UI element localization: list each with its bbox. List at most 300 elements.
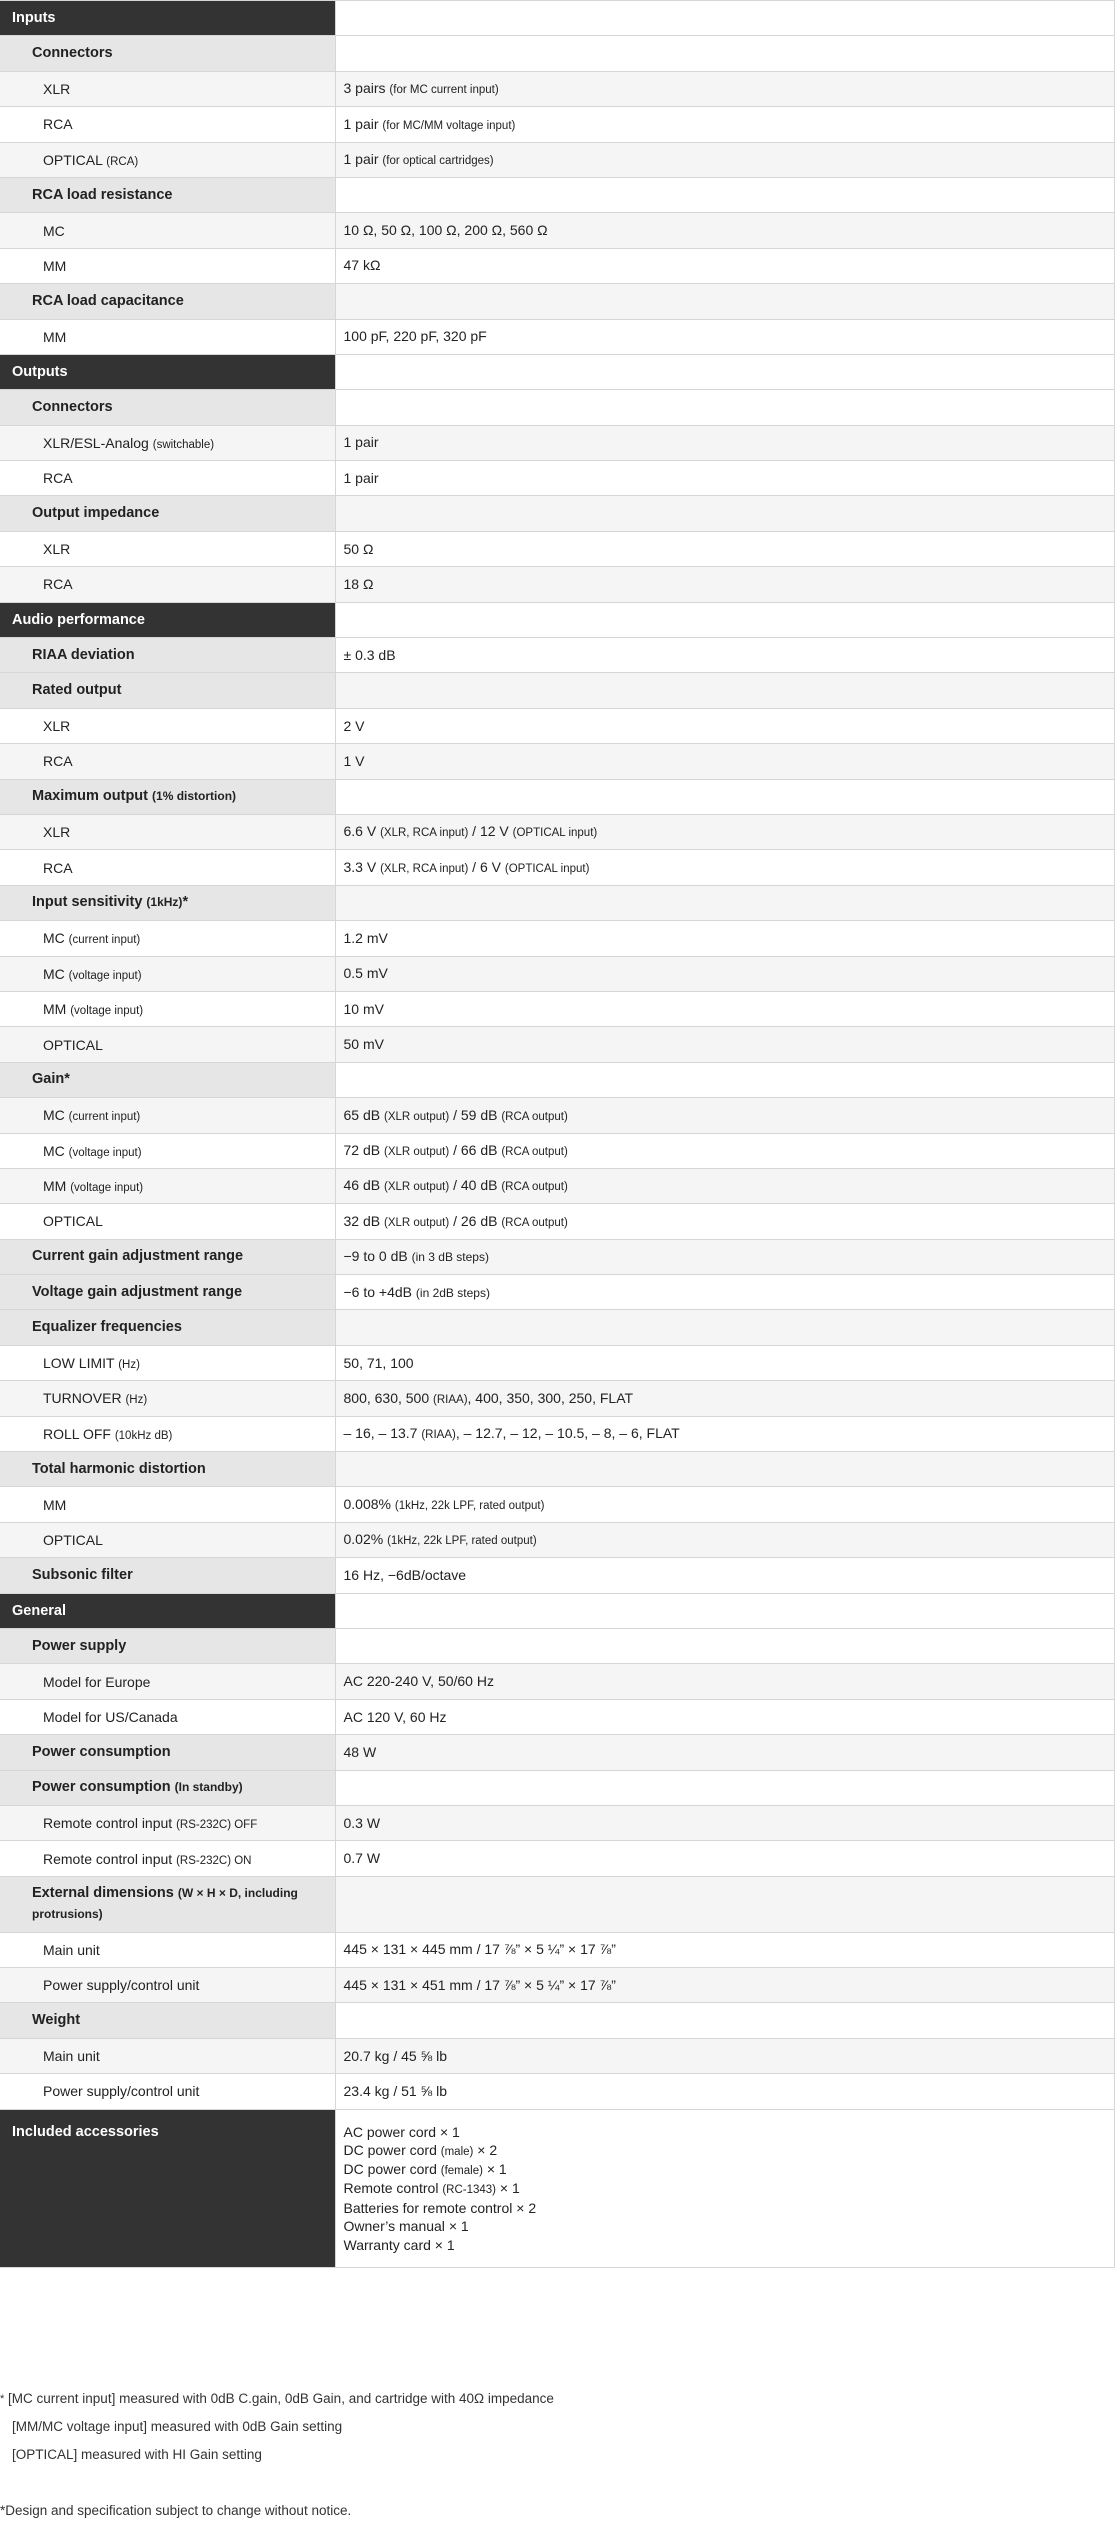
spec-label-cell (0, 1239, 335, 1274)
spec-label-cell (0, 107, 335, 142)
spec-item-row-model-for-us-canada (0, 1699, 1114, 1734)
spec-label: General (12, 1602, 66, 1619)
spec-value-cell (335, 744, 1114, 779)
spec-item-row-optical (0, 1027, 1114, 1062)
spec-label-cell (0, 1876, 335, 1932)
spec-label: MC (43, 1142, 65, 1159)
spec-value: 100 pF, 220 pF, 320 pF (343, 328, 487, 345)
spec-value-cell (335, 284, 1114, 319)
spec-label: Power consumption (32, 1743, 171, 1760)
spec-label-cell (0, 425, 335, 460)
spec-label: OPTICAL (43, 1036, 103, 1053)
spec-value-note: (XLR output) (383, 1216, 450, 1229)
spec-value: 50 mV (343, 1036, 384, 1053)
spec-label-cell (0, 638, 335, 673)
spec-label: RCA (43, 859, 73, 876)
spec-item-row-roll-off (0, 1416, 1114, 1451)
spec-label-suffix: * (182, 894, 189, 911)
spec-label-note: (1% distortion) (152, 789, 237, 804)
spec-value: 3 pairs (343, 80, 386, 97)
accessory-name: Remote control (343, 2180, 439, 2197)
spec-item-row-mc (0, 1098, 1114, 1133)
spec-label: Main unit (43, 2048, 100, 2065)
spec-label: RIAA deviation (32, 646, 135, 663)
spec-label: OPTICAL (43, 1531, 103, 1548)
spec-label: MC (43, 222, 65, 239)
spec-value-cell (335, 1841, 1114, 1876)
spec-group-row-power-supply (0, 1628, 1114, 1663)
spec-value: 2 V (343, 717, 365, 734)
spec-value-cell (335, 496, 1114, 531)
spec-value: 50 Ω (343, 540, 374, 557)
spec-value-note: (1kHz, 22k LPF, rated output) (387, 1535, 537, 1548)
spec-value-cell (335, 567, 1114, 602)
spec-value-cell (335, 248, 1114, 283)
spec-group-row-gain (0, 1062, 1114, 1097)
spec-value-cell (335, 213, 1114, 248)
spec-item-row-rca (0, 744, 1114, 779)
spec-label-cell (0, 461, 335, 496)
spec-item-row-remote-control-input (0, 1841, 1114, 1876)
spec-label-cell (0, 1062, 335, 1097)
spec-value: 0.3 W (343, 1814, 381, 1831)
accessory-quantity: × 1 (434, 2236, 455, 2253)
spec-label: MM (43, 1001, 67, 1018)
accessory-name: Warranty card (343, 2236, 431, 2253)
spec-label-cell (0, 1452, 335, 1487)
spec-value-note: (XLR, RCA input) (380, 862, 469, 875)
spec-value-note: (XLR output) (383, 1145, 450, 1158)
spec-group-row-weight (0, 2003, 1114, 2038)
spec-value-secondary-note: (RCA output) (501, 1181, 568, 1194)
spec-value-cell (335, 1416, 1114, 1451)
spec-label-cell (0, 1770, 335, 1805)
spec-label: XLR/ESL-Analog (43, 434, 149, 451)
spec-label-cell (0, 2074, 335, 2109)
spec-value: AC 220-240 V, 50/60 Hz (343, 1673, 494, 1690)
spec-value-cell (335, 1345, 1114, 1380)
accessory-quantity: × 2 (516, 2199, 537, 2216)
spec-item-row-rca (0, 461, 1114, 496)
footnote-mm-mc-voltage: [MM/MC voltage input] measured with 0dB Gain setting (12, 2419, 343, 2434)
spec-value: 23.4 kg / 51 ⅝ lb (343, 2083, 448, 2100)
spec-value: AC 120 V, 60 Hz (343, 1708, 447, 1725)
spec-group-row-external-dimensions (0, 1876, 1114, 1932)
spec-value-note: (XLR output) (383, 1110, 450, 1123)
spec-value-note: (in 2dB steps) (415, 1285, 490, 1300)
spec-label: RCA (43, 576, 73, 593)
spec-label-note: (RS-232C) ON (176, 1854, 252, 1867)
spec-value-cell (335, 36, 1114, 71)
spec-value-secondary: / 59 dB (449, 1106, 498, 1123)
spec-value: 6.6 V (343, 823, 377, 840)
spec-label: Inputs (12, 10, 56, 27)
spec-group-row-equalizer-frequencies (0, 1310, 1114, 1345)
spec-value-secondary-note: (OPTICAL input) (504, 862, 590, 875)
spec-group-row-rca-load-capacitance (0, 284, 1114, 319)
spec-label: MM (43, 257, 67, 274)
spec-item-row-mm (0, 319, 1114, 354)
spec-value-cell (335, 107, 1114, 142)
spec-label-cell (0, 2038, 335, 2073)
spec-label: Current gain adjustment range (32, 1248, 244, 1265)
spec-value: 445 × 131 × 451 mm / 17 ⅞” × 5 ¼” × 17 ⅞” (343, 1976, 616, 1993)
accessory-name: Batteries for remote control (343, 2199, 513, 2216)
spec-item-row-xlr-esl-analog (0, 425, 1114, 460)
spec-value-cell (335, 1098, 1114, 1133)
spec-label-cell (0, 1932, 335, 1967)
spec-value-cell (335, 1168, 1114, 1203)
spec-value-cell (335, 1310, 1114, 1345)
spec-label-cell (0, 1805, 335, 1840)
spec-label-cell (0, 1275, 335, 1310)
spec-item-row-xlr (0, 531, 1114, 566)
accessory-item (344, 2199, 1114, 2217)
spec-label: Audio performance (12, 611, 145, 628)
spec-label-note: (voltage input) (68, 1146, 142, 1159)
spec-label-cell (0, 567, 335, 602)
spec-value-cell (335, 991, 1114, 1026)
spec-label-cell (0, 1487, 335, 1522)
spec-item-row-mc (0, 921, 1114, 956)
spec-value-cell (335, 1487, 1114, 1522)
spec-value: 20.7 kg / 45 ⅝ lb (343, 2047, 448, 2064)
spec-label: Rated output (32, 682, 122, 699)
spec-label-cell (0, 1345, 335, 1380)
spec-value-secondary-note: (OPTICAL input) (512, 827, 598, 840)
spec-label: XLR (43, 824, 71, 841)
spec-value-cell (335, 461, 1114, 496)
spec-label: Input sensitivity (32, 894, 143, 911)
accessory-quantity: × 1 (448, 2218, 469, 2235)
spec-value: 18 Ω (343, 576, 374, 592)
spec-label-cell (0, 390, 335, 425)
spec-item-row-optical (0, 1204, 1114, 1239)
spec-value: 0.7 W (343, 1850, 381, 1867)
accessory-item (344, 2217, 1114, 2235)
spec-label-cell (0, 1098, 335, 1133)
spec-item-row-mc (0, 213, 1114, 248)
spec-label: Power supply (32, 1637, 127, 1654)
spec-value-cell (335, 1593, 1114, 1628)
spec-label: MM (43, 328, 67, 345)
spec-value: 32 dB (343, 1212, 381, 1229)
accessory-quantity: × 2 (477, 2142, 498, 2159)
spec-label-note: (1kHz) (146, 895, 183, 910)
spec-label-cell (0, 850, 335, 885)
spec-value: – 16, – 13.7 (343, 1425, 418, 1442)
spec-value-cell (335, 1735, 1114, 1770)
spec-value: 1 pair (343, 115, 379, 132)
spec-label-cell (0, 1735, 335, 1770)
spec-value-cell (335, 1062, 1114, 1097)
spec-item-row-mm (0, 991, 1114, 1026)
spec-value: 10 Ω, 50 Ω, 100 Ω, 200 Ω, 560 Ω (343, 222, 548, 239)
spec-label-cell (0, 885, 335, 920)
spec-label: Equalizer frequencies (32, 1319, 182, 1336)
spec-value-secondary: / 40 dB (449, 1177, 498, 1194)
spec-value-note: (in 3 dB steps) (411, 1250, 489, 1265)
spec-value: 800, 630, 500 (343, 1389, 430, 1406)
accessory-name: DC power cord (343, 2161, 437, 2178)
footnote-mc-current (0, 2385, 1100, 2413)
spec-label: RCA load resistance (32, 186, 173, 203)
spec-label: RCA (43, 470, 73, 487)
spec-value: 65 dB (343, 1106, 381, 1123)
spec-label-note: (RS-232C) OFF (176, 1819, 258, 1832)
spec-label-cell (0, 319, 335, 354)
accessory-item (344, 2141, 1114, 2160)
spec-value-cell (335, 531, 1114, 566)
spec-label-cell (0, 142, 335, 177)
section-header-audio-performance (0, 602, 1114, 637)
spec-value-cell (335, 602, 1114, 637)
spec-value-secondary: / 6 V (468, 858, 501, 875)
spec-label: TURNOVER (43, 1390, 122, 1407)
spec-label-note: (current input) (68, 1111, 141, 1124)
spec-value-cell (335, 142, 1114, 177)
spec-value-cell (335, 1628, 1114, 1663)
footnote-line-1: [MC current input] measured with 0dB C.gain, 0dB Gain, and cartridge with 40Ω impedance (4, 2391, 554, 2406)
spec-label-cell (0, 1204, 335, 1239)
spec-label: Voltage gain adjustment range (32, 1283, 243, 1300)
spec-item-row-remote-control-input (0, 1805, 1114, 1840)
spec-item-row-mm (0, 1168, 1114, 1203)
spec-label-cell (0, 1027, 335, 1062)
spec-label: XLR (43, 541, 71, 558)
spec-value-cell (335, 885, 1114, 920)
spec-value: 1.2 mV (343, 929, 388, 946)
spec-value-cell (335, 319, 1114, 354)
spec-value-cell (335, 1239, 1114, 1274)
spec-value: 0.02% (343, 1531, 384, 1548)
spec-value: −9 to 0 dB (343, 1248, 408, 1265)
spec-label-cell (0, 1, 335, 36)
accessory-quantity: × 1 (499, 2180, 520, 2197)
spec-label: Remote control input (43, 1815, 173, 1832)
disclaimer-text: *Design and specification subject to change without notice. (0, 2503, 352, 2518)
spec-value-secondary: , – 12.7, – 12, – 10.5, – 8, – 6, FLAT (455, 1425, 680, 1442)
spec-value-secondary: / 66 dB (449, 1141, 498, 1158)
footnote-optical: [OPTICAL] measured with HI Gain setting (12, 2447, 262, 2462)
spec-value-cell (335, 1876, 1114, 1932)
spec-value-note: (1kHz, 22k LPF, rated output) (394, 1499, 545, 1512)
spec-group-row-rca-load-resistance (0, 177, 1114, 212)
spec-item-row-mc (0, 956, 1114, 991)
spec-label-cell (0, 1841, 335, 1876)
spec-value-cell (335, 673, 1114, 708)
spec-item-row-mm (0, 1487, 1114, 1522)
spec-group-row-riaa-deviation (0, 638, 1114, 673)
spec-label-note: (Hz) (125, 1394, 148, 1407)
accessory-note: (female) (440, 2165, 483, 2178)
spec-label: Output impedance (32, 505, 160, 522)
spec-label-cell (0, 1416, 335, 1451)
accessory-name: AC power cord (343, 2123, 437, 2140)
spec-value-cell (335, 1805, 1114, 1840)
accessory-item (344, 2236, 1114, 2254)
spec-value-note: (XLR output) (383, 1181, 450, 1194)
spec-label-cell (0, 213, 335, 248)
spec-label: Model for US/Canada (43, 1708, 178, 1725)
spec-label: RCA load capacitance (32, 292, 184, 309)
spec-label: Model for Europe (43, 1673, 151, 1690)
spec-value-secondary: / 26 dB (449, 1212, 498, 1229)
spec-value-cell (335, 1968, 1114, 2003)
spec-label: MC (43, 1107, 65, 1124)
spec-item-row-xlr (0, 71, 1114, 106)
spec-value: 1 pair (343, 469, 379, 486)
spec-label: Power consumption (32, 1779, 171, 1796)
spec-label: External dimensions (32, 1885, 174, 1902)
spec-value-note: (for MC current input) (389, 84, 499, 97)
spec-item-row-turnover (0, 1381, 1114, 1416)
spec-label: Main unit (43, 1941, 100, 1958)
spec-item-row-low-limit (0, 1345, 1114, 1380)
spec-value: 16 Hz, −6dB/octave (343, 1566, 467, 1583)
spec-group-row-power-consumption (0, 1735, 1114, 1770)
spec-label: MM (43, 1496, 67, 1513)
spec-label: Power supply/control unit (43, 1977, 200, 1994)
spec-label-cell (0, 177, 335, 212)
spec-label: Weight (32, 2012, 81, 2029)
spec-group-row-connectors (0, 390, 1114, 425)
accessory-quantity: × 1 (439, 2123, 460, 2140)
spec-value: 48 W (343, 1743, 377, 1760)
spec-label: MM (43, 1178, 67, 1195)
spec-value-note: (for MC/MM voltage input) (382, 119, 516, 132)
spec-value-cell (335, 2038, 1114, 2073)
spec-value: 1 V (343, 752, 365, 769)
spec-label-cell (0, 779, 335, 814)
spec-label-note: (In standby) (174, 1780, 243, 1795)
spec-value-cell (335, 921, 1114, 956)
spec-label-cell (0, 744, 335, 779)
section-header-general (0, 1593, 1114, 1628)
spec-label-cell (0, 71, 335, 106)
spec-group-row-rated-output (0, 673, 1114, 708)
spec-label-note: (Hz) (118, 1359, 140, 1372)
spec-label-cell (0, 354, 335, 389)
spec-value: 46 dB (343, 1177, 381, 1194)
spec-value-cell (335, 71, 1114, 106)
spec-value-cell (335, 814, 1114, 849)
spec-value-note: (for optical cartridges) (382, 155, 494, 167)
spec-value-cell (335, 1133, 1114, 1168)
spec-value-cell (335, 1381, 1114, 1416)
spec-label-cell (0, 1699, 335, 1734)
accessory-quantity: × 1 (486, 2161, 507, 2178)
spec-value-cell (335, 354, 1114, 389)
spec-item-row-xlr (0, 708, 1114, 743)
footnote-asterisk: * (0, 2393, 5, 2405)
section-header-included-accessories (0, 2109, 1114, 2267)
spec-label: MC (43, 965, 65, 982)
spec-value-cell (335, 177, 1114, 212)
spec-value-cell (335, 779, 1114, 814)
spec-value-note: (RIAA) (421, 1429, 456, 1442)
spec-value-cell (335, 1027, 1114, 1062)
spec-label-cell (0, 1381, 335, 1416)
spec-group-row-voltage-gain-adjustment-range (0, 1275, 1114, 1310)
spec-label-cell (0, 248, 335, 283)
spec-value-secondary-note: (RCA output) (501, 1216, 568, 1229)
spec-item-row-mm (0, 248, 1114, 283)
spec-label-cell (0, 814, 335, 849)
accessory-item (344, 2160, 1114, 2179)
spec-value: 1 pair (343, 434, 379, 451)
spec-label: Total harmonic distortion (32, 1460, 206, 1477)
spec-group-row-current-gain-adjustment-range (0, 1239, 1114, 1274)
spec-label: Subsonic filter (32, 1566, 133, 1583)
spec-label-cell (0, 1522, 335, 1557)
spec-label: Connectors (32, 45, 113, 62)
spec-label-note: (voltage input) (70, 1182, 144, 1195)
spec-label-note: (RCA) (106, 155, 139, 168)
spec-value-note: (XLR, RCA input) (380, 827, 469, 840)
spec-label: Power supply/control unit (43, 2083, 200, 2100)
spec-value-cell (335, 425, 1114, 460)
spec-group-row-subsonic-filter (0, 1558, 1114, 1593)
accessories-label-cell (0, 2109, 335, 2267)
spec-group-row-maximum-output (0, 779, 1114, 814)
spec-value: 47 kΩ (343, 257, 381, 274)
spec-value-cell (335, 956, 1114, 991)
spec-value-cell (335, 1932, 1114, 1967)
spec-label-note: (current input) (68, 934, 141, 947)
spec-label: MC (43, 930, 65, 947)
spec-value-cell (335, 1, 1114, 36)
spec-value-cell (335, 1664, 1114, 1699)
spec-value: ± 0.3 dB (343, 646, 396, 663)
spec-label-cell (0, 1628, 335, 1663)
spec-value-secondary: , 400, 350, 300, 250, FLAT (467, 1389, 634, 1406)
spec-value: 50, 71, 100 (343, 1354, 414, 1371)
spec-label: OPTICAL (43, 1213, 103, 1230)
spec-label: RCA (43, 116, 73, 133)
spec-value-cell (335, 2003, 1114, 2038)
spec-group-row-power-consumption (0, 1770, 1114, 1805)
spec-item-row-model-for-europe (0, 1664, 1114, 1699)
specifications-table-body (0, 1, 1114, 2268)
spec-value-cell (335, 1452, 1114, 1487)
spec-label-cell (0, 1558, 335, 1593)
spec-label-cell (0, 1593, 335, 1628)
spec-label-note: (W × H × D, including protrusions) (32, 1886, 298, 1922)
spec-value: 72 dB (343, 1141, 381, 1158)
spec-item-row-main-unit (0, 2038, 1114, 2073)
spec-value: 0.008% (343, 1495, 391, 1512)
spec-group-row-total-harmonic-distortion (0, 1452, 1114, 1487)
spec-label: Connectors (32, 398, 113, 415)
spec-value-cell (335, 708, 1114, 743)
spec-item-row-rca (0, 567, 1114, 602)
spec-value-cell (335, 1558, 1114, 1593)
section-header-inputs (0, 1, 1114, 36)
spec-label-note: (voltage input) (68, 969, 142, 982)
accessory-note: (male) (440, 2146, 474, 2159)
spec-value-cell (335, 638, 1114, 673)
spec-value-cell (335, 1699, 1114, 1734)
spec-label-cell (0, 708, 335, 743)
section-header-outputs (0, 354, 1114, 389)
spec-value-cell (335, 1522, 1114, 1557)
spec-item-row-power-supply-control-unit (0, 1968, 1114, 2003)
spec-value-secondary-note: (RCA output) (501, 1110, 568, 1123)
spec-value-cell (335, 1275, 1114, 1310)
footnotes (0, 2385, 1100, 2525)
spec-label: XLR (43, 718, 71, 734)
